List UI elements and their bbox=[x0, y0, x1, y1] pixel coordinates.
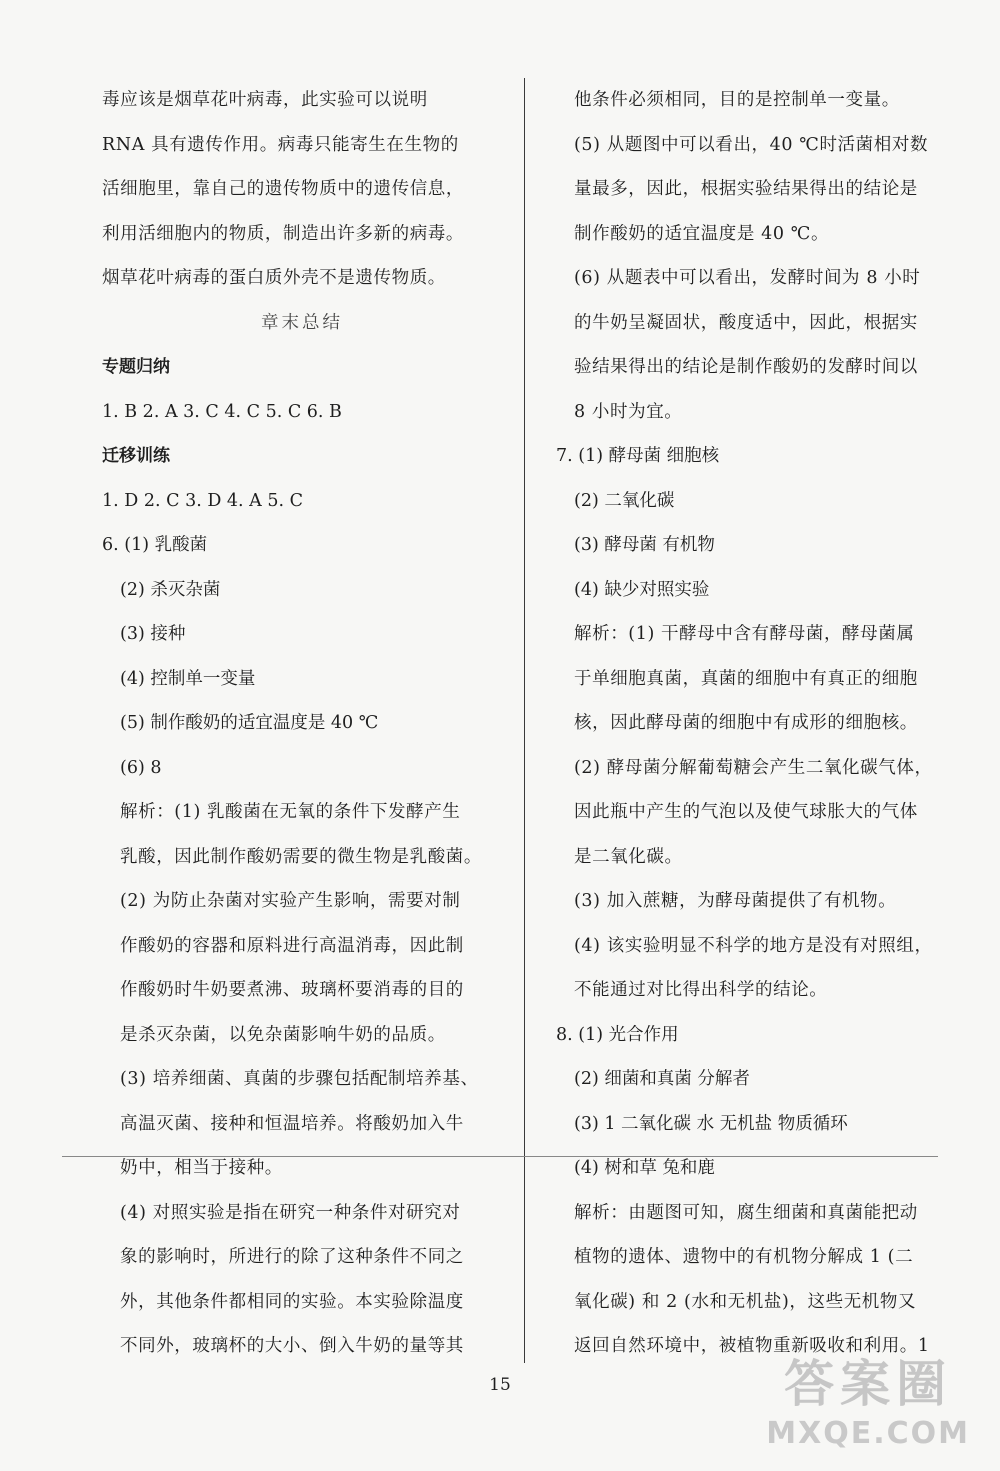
left-column-line: (4) 对照实验是指在研究一种条件对研究对 bbox=[120, 1202, 461, 1223]
right-column-line: 因此瓶中产生的气泡以及使气球胀大的气体 bbox=[574, 802, 918, 822]
left-column-line: 解析：(1) 乳酸菌在无氧的条件下发酵产生 bbox=[120, 802, 461, 822]
left-column-line: RNA 具有遗传作用。病毒只能寄生在生物的 bbox=[102, 134, 459, 155]
page-number: 15 bbox=[489, 1375, 511, 1395]
right-column-line: (4) 缺少对照实验 bbox=[574, 579, 710, 600]
left-column-line: 乳酸，因此制作酸奶需要的微生物是乳酸菌。 bbox=[120, 846, 482, 867]
right-column-line: 的牛奶呈凝固状，酸度适中，因此，根据实 bbox=[574, 312, 918, 333]
left-column-line: 不同外，玻璃杯的大小、倒入牛奶的量等其 bbox=[120, 1336, 464, 1356]
right-column-line: 解析：(1) 干酵母中含有酵母菌，酵母菌属 bbox=[574, 624, 915, 644]
right-column bbox=[556, 78, 956, 1369]
right-column-line: 7. (1) 酵母菌 细胞核 bbox=[556, 446, 720, 466]
left-column-line: (3) 接种 bbox=[120, 624, 186, 644]
left-column-line: 象的影响时，所进行的除了这种条件不同之 bbox=[120, 1247, 464, 1267]
watermark-url: MXQE.COM bbox=[766, 1416, 970, 1451]
watermark-logo: 答案圈 bbox=[784, 1355, 953, 1413]
right-column-line: (3) 加入蔗糖，为酵母菌提供了有机物。 bbox=[574, 891, 897, 911]
left-column-line: 奶中，相当于接种。 bbox=[120, 1158, 283, 1178]
right-column-line: 植物的遗体、遗物中的有机物分解成 1 (二 bbox=[574, 1247, 914, 1267]
left-column-line: 6. (1) 乳酸菌 bbox=[102, 535, 208, 555]
left-column-line: 作酸奶的容器和原料进行高温消毒，因此制 bbox=[120, 935, 464, 956]
left-column-line: 烟草花叶病毒的蛋白质外壳不是遗传物质。 bbox=[102, 268, 446, 288]
left-column-line: (2) 杀灭杂菌 bbox=[120, 579, 221, 600]
left-column-line: 外，其他条件都相同的实验。本实验除温度 bbox=[120, 1291, 464, 1312]
right-column-line: 8. (1) 光合作用 bbox=[556, 1024, 679, 1045]
right-column-line: 量最多，因此，根据实验结果得出的结论是 bbox=[574, 179, 918, 199]
left-column-line: (3) 培养细菌、真菌的步骤包括配制培养基、 bbox=[120, 1069, 479, 1089]
right-column-line: (3) 酵母菌 有机物 bbox=[574, 535, 715, 555]
right-column-line: 氧化碳) 和 2 (水和无机盐)，这些无机物又 bbox=[574, 1291, 917, 1312]
right-column-line: 不能通过对比得出科学的结论。 bbox=[574, 980, 828, 1000]
left-column-line: 章末总结 bbox=[261, 312, 343, 333]
right-column-line: 核，因此酵母菌的细胞中有成形的细胞核。 bbox=[574, 713, 918, 733]
right-column-line: (4) 该实验明显不科学的地方是没有对照组， bbox=[574, 935, 933, 956]
right-column-line: 解析：由题图可知，腐生细菌和真菌能把动 bbox=[574, 1202, 918, 1223]
left-column-line: 高温灭菌、接种和恒温培养。将酸奶加入牛 bbox=[120, 1113, 464, 1134]
site-watermark bbox=[766, 1344, 970, 1451]
left-column-line: (4) 控制单一变量 bbox=[120, 668, 256, 689]
left-column-line: 毒应该是烟草花叶病毒，此实验可以说明 bbox=[102, 90, 428, 110]
right-column-line: 8 小时为宜。 bbox=[574, 401, 683, 422]
left-column-line: 活细胞里，靠自己的遗传物质中的遗传信息， bbox=[102, 179, 464, 199]
left-column-line: (6) 8 bbox=[120, 757, 162, 778]
left-column-line: 1. D 2. C 3. D 4. A 5. C bbox=[102, 490, 304, 511]
left-column-line: 1. B 2. A 3. C 4. C 5. C 6. B bbox=[102, 401, 342, 422]
right-column-line: 他条件必须相同，目的是控制单一变量。 bbox=[574, 90, 900, 110]
left-column-line: 利用活细胞内的物质，制造出许多新的病毒。 bbox=[102, 223, 464, 244]
right-column-line: (5) 从题图中可以看出，40 ℃时活菌相对数 bbox=[574, 134, 929, 155]
left-column bbox=[102, 78, 502, 1369]
right-column-line: (2) 细菌和真菌 分解者 bbox=[574, 1069, 750, 1089]
right-column-line: 验结果得出的结论是制作酸奶的发酵时间以 bbox=[574, 357, 918, 377]
left-column-line: 作酸奶时牛奶要煮沸、玻璃杯要消毒的目的 bbox=[120, 980, 464, 1000]
right-column-line: (2) 二氧化碳 bbox=[574, 490, 675, 511]
page-fold-line bbox=[62, 1156, 938, 1157]
right-column-line: (4) 树和草 兔和鹿 bbox=[574, 1158, 715, 1178]
left-column-line: 是杀灭杂菌，以免杂菌影响牛奶的品质。 bbox=[120, 1024, 446, 1045]
right-column-line: (6) 从题表中可以看出，发酵时间为 8 小时 bbox=[574, 268, 921, 288]
left-column-line: 专题归纳 bbox=[102, 357, 170, 377]
right-column-line: 是二氧化碳。 bbox=[574, 846, 683, 867]
right-column-line: 返回自然环境中，被植物重新吸收和利用。1 bbox=[574, 1336, 930, 1356]
right-column-line: 于单细胞真菌，真菌的细胞中有真正的细胞 bbox=[574, 668, 918, 689]
column-divider bbox=[524, 78, 525, 1363]
right-column-line: (3) 1 二氧化碳 水 无机盐 物质循环 bbox=[574, 1113, 848, 1134]
right-column-line: 制作酸奶的适宜温度是 40 ℃。 bbox=[574, 223, 830, 244]
left-column-line: (2) 为防止杂菌对实验产生影响，需要对制 bbox=[120, 891, 461, 911]
left-column-line: 迁移训练 bbox=[102, 446, 170, 466]
right-column-line: (2) 酵母菌分解葡萄糖会产生二氧化碳气体， bbox=[574, 757, 933, 778]
left-column-line: (5) 制作酸奶的适宜温度是 40 ℃ bbox=[120, 713, 379, 733]
